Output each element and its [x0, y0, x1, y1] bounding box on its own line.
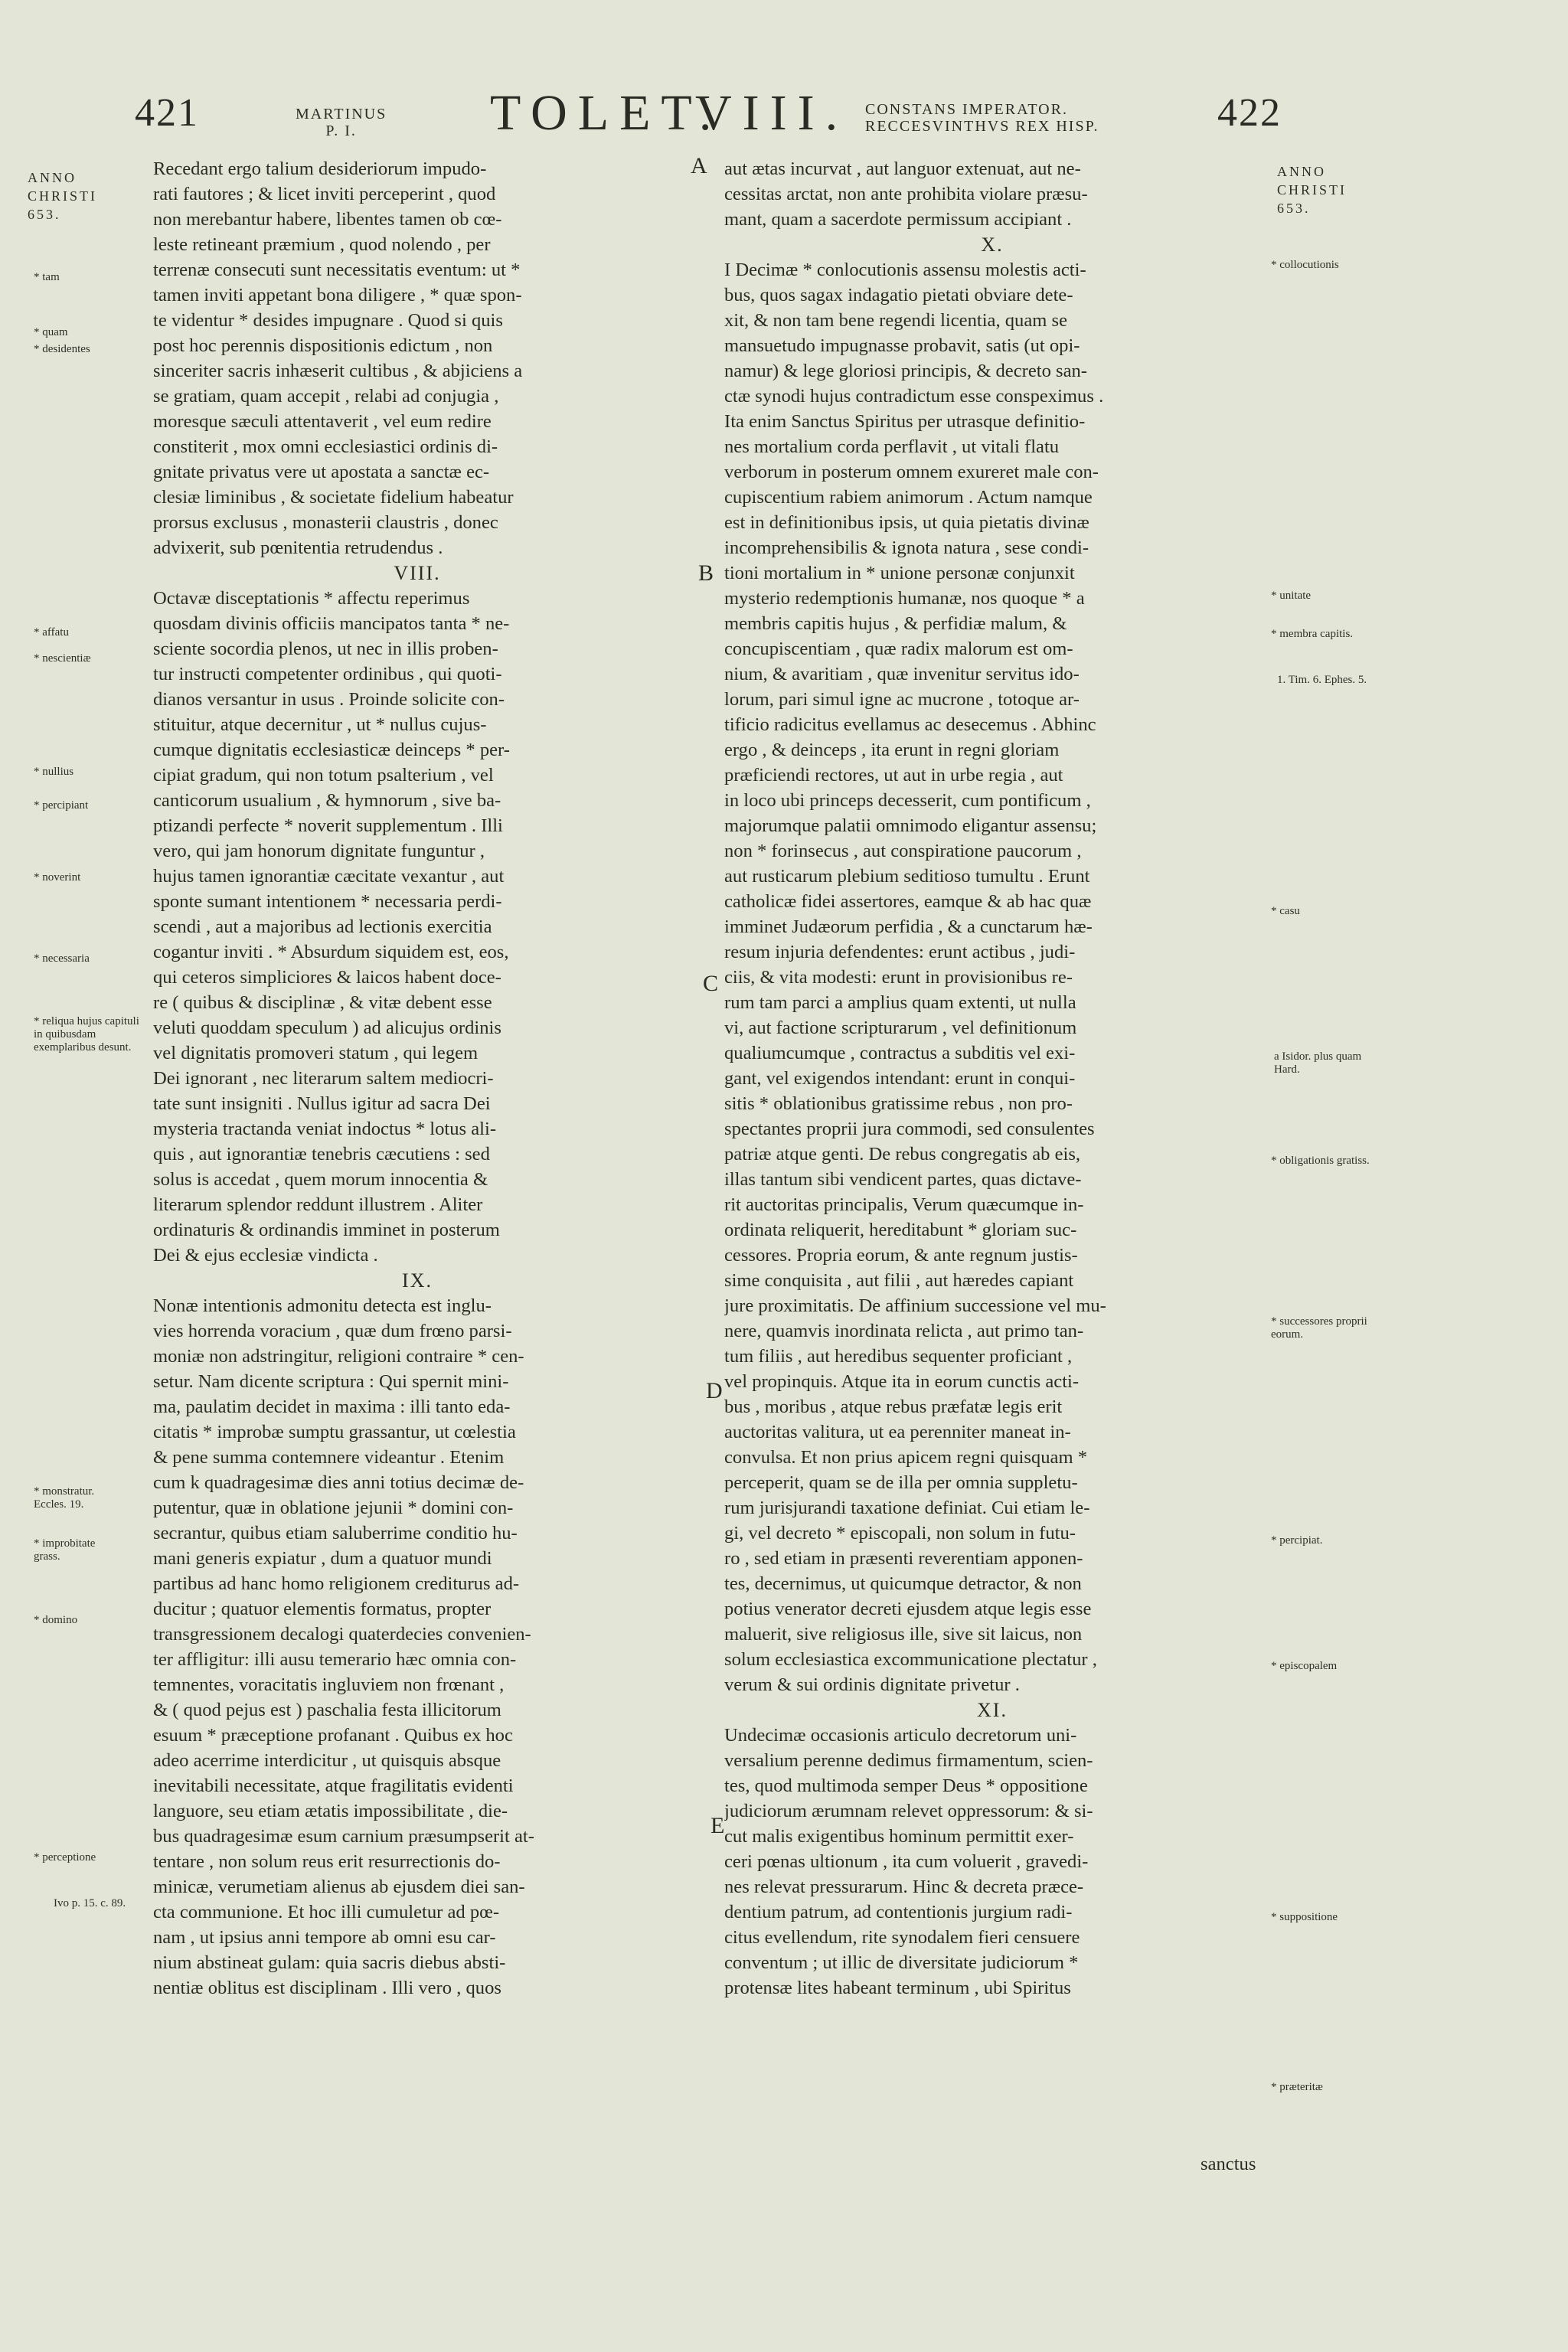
text-line: transgressionem decalogi quaterdecies convenien- [153, 1624, 531, 1645]
text-line: ctæ synodi hujus contradictum esse conspeximus . [724, 386, 1104, 407]
left-running-head-bottom: P. I. [325, 122, 357, 139]
margin-note: * reliqua hujus capituli in quibusdam exemplaribus desunt. [34, 1015, 139, 1054]
year-note-left-line: ANNO [28, 170, 77, 185]
text-line: tes, quod multimoda semper Deus * oppositione [724, 1775, 1088, 1796]
text-line: verborum in posterum omnem exureret male con- [724, 462, 1099, 482]
text-line: mysterio redemptionis humanæ, nos quoque * a [724, 588, 1085, 609]
margin-note: * noverint [34, 871, 81, 884]
text-line: esuum * præceptione profanant . Quibus ex hoc [153, 1725, 513, 1746]
text-line: cut malis exigentibus hominum permittit exer- [724, 1826, 1074, 1847]
text-line: tes, decernimus, ut quicumque detractor, & non [724, 1573, 1082, 1594]
text-line: moniæ non adstringitur, religioni contraire * cen- [153, 1346, 524, 1367]
text-line: Dei & ejus ecclesiæ vindicta . [153, 1245, 378, 1266]
text-line: cumque dignitatis ecclesiasticæ deinceps * per- [153, 740, 510, 760]
text-line: citus evellendum, rite synodalem fieri censuere [724, 1927, 1080, 1948]
margin-note: * necessaria [34, 952, 90, 965]
text-line: ciis, & vita modesti: erunt in provisionibus re- [724, 967, 1073, 988]
text-line: resum injuria defendentes: erunt actibus , judi- [724, 942, 1076, 962]
margin-note: 1. Tim. 6. Ephes. 5. [1277, 674, 1367, 686]
margin-note: * tam [34, 271, 60, 283]
text-line: imminet Judæorum perfidia , & a cunctarum hæ- [724, 916, 1093, 937]
text-line: perceperit, quam se de illa per omnia suppletu- [724, 1472, 1078, 1493]
text-line: dianos versantur in usus . Proinde solicite con- [153, 689, 505, 710]
text-line: ordinata reliquerit, hereditabunt * gloriam suc- [724, 1220, 1077, 1240]
text-line: nentiæ oblitus est disciplinam . Illi vero , quos [153, 1978, 501, 1998]
left-running-head-top: MARTINUS [296, 106, 387, 122]
margin-note: * monstratur. Eccles. 19. [34, 1485, 95, 1511]
right-running-head [865, 101, 1099, 135]
text-line: terrenæ consecuti sunt necessitatis eventum: ut * [153, 260, 521, 280]
margin-note: * membra capitis. [1271, 628, 1354, 640]
margin-note: a Isidor. plus quam Hard. [1274, 1050, 1362, 1076]
text-line: quosdam divinis officiis mancipatos tanta * ne- [153, 613, 510, 634]
text-line: qui ceteros simpliciores & laicos habent doce- [153, 967, 501, 988]
text-line: moresque sæculi attentaverit , vel eum redire [153, 411, 492, 432]
text-line: bus quadragesimæ esum carnium præsumpserit at- [153, 1826, 534, 1847]
text-line: vero, qui jam honorum dignitate funguntur , [153, 841, 485, 861]
text-line: verum & sui ordinis dignitate privetur . [724, 1674, 1020, 1695]
margin-note: * affatu [34, 626, 69, 639]
text-line: cessitas arctat, non ante prohibita violare præsu- [724, 184, 1088, 204]
text-line: sinceriter sacris inhæserit cultibus , & abjiciens a [153, 361, 523, 381]
text-line: rit auctoritas principalis, Verum quæcumque in- [724, 1194, 1084, 1215]
section-heading: IX. [402, 1269, 433, 1292]
margin-note: * nescientiæ [34, 652, 91, 665]
text-line: Ita enim Sanctus Spiritus per utrasque definitio- [724, 411, 1086, 432]
text-line: cupiscentium rabiem animorum . Actum namque [724, 487, 1093, 508]
text-line: te videntur * desides impugnare . Quod si quis [153, 310, 503, 331]
text-line: citatis * improbæ sumptu grassantur, ut cœlestia [153, 1422, 516, 1442]
left-text-column [153, 156, 681, 2001]
text-line: præficiendi rectores, ut aut in urbe regia , aut [724, 765, 1063, 786]
text-line: ergo , & deinceps , ita erunt in regni gloriam [724, 740, 1060, 760]
section-heading: XI. [977, 1699, 1008, 1721]
text-line: non * forinsecus , aut conspiratione paucorum , [724, 841, 1082, 861]
left-page-number: 421 [135, 91, 199, 135]
text-line: vel dignitatis promoveri statum , qui legem [153, 1043, 479, 1063]
text-line: setur. Nam dicente scriptura : Qui spernit mini- [153, 1371, 509, 1392]
margin-note: * episcopalem [1271, 1660, 1338, 1672]
text-line: mani generis expiatur , dum a quatuor mundi [153, 1548, 492, 1569]
year-note-right [1277, 162, 1347, 217]
center-title: TOLET. [490, 85, 723, 141]
text-line: cogantur inviti . * Absurdum siquidem est, eos, [153, 942, 509, 962]
text-line: I Decimæ * conlocutionis assensu molestis acti- [724, 260, 1086, 280]
section-letter-d: D [706, 1378, 723, 1403]
text-line: advixerit, sub pœnitentia retrudendus . [153, 537, 443, 558]
section-heading: X. [981, 234, 1004, 256]
text-line: xit, & non tam bene regendi licentia, quam se [724, 310, 1068, 331]
text-line: patriæ atque genti. De rebus congregatis ab eis, [724, 1144, 1081, 1165]
text-line: leste retineant præmium , quod nolendo , per [153, 234, 491, 255]
text-line: nium, & avaritiam , quæ invenitur servitus ido- [724, 664, 1080, 684]
text-line: partibus ad hanc homo religionem crediturus ad- [153, 1573, 520, 1594]
text-line: hujus tamen ignorantiæ cæcitate vexantur , aut [153, 866, 505, 887]
left-running-head [296, 106, 387, 139]
text-line: ceri pœnas ultionum , ita cum voluerit , gravedi- [724, 1851, 1089, 1872]
catchword: sanctus [1200, 2154, 1256, 2174]
text-line: mysteria tractanda veniat indoctus * lotus ali- [153, 1119, 497, 1139]
text-line: non merebantur habere, libentes tamen ob cœ- [153, 209, 502, 230]
text-line: se gratiam, quam accepit , relabi ad conjugia , [153, 386, 499, 407]
text-line: rati fautores ; & licet inviti perceperint , quod [153, 184, 496, 204]
margin-note: * desidentes [34, 343, 90, 355]
text-line: Recedant ergo talium desideriorum impudo- [153, 158, 487, 179]
text-line: tentare , non solum reus erit resurrectionis do- [153, 1851, 501, 1872]
text-line: re ( quibus & disciplinæ , & vitæ debent esse [153, 992, 492, 1013]
section-letter-e: E [710, 1813, 725, 1838]
text-line: illas tantum sibi vendicent partes, quas dictave- [724, 1169, 1082, 1190]
right-running-head-top: CONSTANS IMPERATOR. [865, 101, 1068, 118]
margin-note: * unitate [1271, 590, 1312, 602]
text-line: gnitate privatus vere ut apostata a sanctæ ec- [153, 462, 490, 482]
text-line: tate sunt insigniti . Nullus igitur ad sacra Dei [153, 1093, 491, 1114]
text-line: majorumque palatii omnimodo eligantur assensu; [724, 815, 1097, 836]
text-line: auctoritas valitura, ut ea perenniter maneat in- [724, 1422, 1071, 1442]
margin-note: * perceptione [34, 1851, 96, 1864]
text-line: potius venerator decreti ejusdem atque legis esse [724, 1599, 1092, 1619]
year-note-left-line: 653. [28, 207, 61, 222]
text-line: constiterit , mox omni ecclesiastici ordinis di- [153, 436, 498, 457]
year-note-left [28, 168, 97, 224]
margin-note: * improbitate grass. [34, 1537, 96, 1563]
year-note-right-line: ANNO [1277, 164, 1326, 179]
margin-note: * quam [34, 326, 68, 338]
text-line: aut rusticarum plebium seditioso tumultu . Erunt [724, 866, 1090, 887]
text-line: aut ætas incurvat , aut languor extenuat, aut ne- [724, 158, 1081, 179]
text-line: ducitur ; quatuor elementis formatus, propter [153, 1599, 492, 1619]
text-line: cta communione. Et hoc illi cumuletur ad pœ- [153, 1902, 500, 1922]
text-line: bus, quos sagax indagatio pietati obviare dete- [724, 285, 1073, 305]
text-line: cipiat gradum, qui non totum psalterium , vel [153, 765, 494, 786]
text-line: & ( quod pejus est ) paschalia festa illicitorum [153, 1700, 501, 1720]
text-line: nam , ut ipsius anni tempore ab omni esu car- [153, 1927, 496, 1948]
text-line: namur) & lege gloriosi principis, & decreto san- [724, 361, 1087, 381]
text-line: sponte sumant intentionem * necessaria perdi- [153, 891, 502, 912]
margin-note: * suppositione [1271, 1911, 1338, 1923]
text-line: tificio radicitus evellamus ac desecemus . Abhinc [724, 714, 1096, 735]
text-line: literarum splendor reddunt illustrem . Aliter [153, 1194, 483, 1215]
margin-note: * casu [1271, 905, 1300, 917]
text-line: gant, vel exigendos intendant: erunt in conqui- [724, 1068, 1076, 1089]
text-line: minicæ, verumetiam alienus ab ejusdem diei san- [153, 1877, 525, 1897]
text-line: est in definitionibus ipsis, ut quia pietatis divinæ [724, 512, 1089, 533]
margin-note: * collocutionis [1271, 259, 1339, 271]
section-letter-b: B [698, 560, 714, 586]
text-line: conventum ; ut illic de diversitate judiciorum * [724, 1952, 1079, 1973]
right-page-number: 422 [1217, 91, 1282, 135]
text-line: canticorum usualium , & hymnorum , sive ba- [153, 790, 501, 811]
year-note-left-line: CHRISTI [28, 188, 98, 204]
text-line: Undecimæ occasionis articulo decretorum uni- [724, 1725, 1077, 1746]
text-line: tum filiis , aut heredibus sequenter proficiant , [724, 1346, 1073, 1367]
section-letter-a: A [691, 153, 707, 178]
text-line: temnentes, voracitatis ingluviem non frœnant , [153, 1674, 505, 1695]
text-line: concupiscentiam , quæ radix malorum est om- [724, 639, 1073, 659]
margin-note: * præteritæ [1271, 2081, 1323, 2093]
text-line: vi, aut factione scripturarum , vel definitionum [724, 1018, 1077, 1038]
text-line: ma, paulatim decidet in maxima : illi tanto eda- [153, 1396, 511, 1417]
text-line: putentur, quæ in oblatione jejunii * domini con- [153, 1498, 514, 1518]
text-line: tur instructi competenter ordinibus , qui quoti- [153, 664, 502, 684]
text-line: dentium patrum, ad contentionis jurgium radi- [724, 1902, 1073, 1922]
text-line: qualiumcumque , contractus a subditis vel exi- [724, 1043, 1076, 1063]
text-line: sime conquisita , aut filii , aut hæredes capiant [724, 1270, 1074, 1291]
text-line: vel propinquis. Atque ita in eorum cunctis acti- [724, 1371, 1080, 1392]
text-line: cum k quadragesimæ dies anni totius decimæ de- [153, 1472, 524, 1493]
text-line: maluerit, sive religiosus ille, sive sit laicus, non [724, 1624, 1083, 1645]
margin-note: * percipiant [34, 799, 89, 812]
right-running-head-bottom: RECCESVINTHVS REX HISP. [865, 118, 1099, 135]
margin-note: * successores proprii eorum. [1271, 1315, 1367, 1341]
text-line: tioni mortalium in * unione personæ conjunxit [724, 563, 1075, 583]
text-line: judiciorum ærumnam relevet oppressorum: & si- [724, 1801, 1093, 1821]
text-line: nium abstineat gulam: quia sacris diebus absti- [153, 1952, 506, 1973]
text-line: mansuetudo impugnasse probavit, satis (ut opi- [724, 335, 1080, 356]
text-line: & pene summa contemnere videantur . Etenim [153, 1447, 505, 1468]
text-line: ro , sed etiam in præsenti reverentiam apponen- [724, 1548, 1083, 1569]
margin-note: * nullius [34, 766, 74, 778]
text-line: solum ecclesiastica excommunicatione plectatur , [724, 1649, 1097, 1670]
text-line: convulsa. Et non prius apicem regni quisquam * [724, 1447, 1088, 1468]
text-line: versalium perenne dedimus firmamentum, scien- [724, 1750, 1093, 1771]
text-line: quis , aut ignorantiæ tenebris cæcutiens : sed [153, 1144, 490, 1165]
text-line: ptizandi perfecte * noverit supplementum . Illi [153, 815, 503, 836]
text-line: post hoc perennis dispositionis edictum , non [153, 335, 493, 356]
text-line: nes mortalium corda perflavit , ut vitali flatu [724, 436, 1060, 457]
text-line: secrantur, quibus etiam saluberrime conditio hu- [153, 1523, 518, 1544]
margin-note: * domino [34, 1614, 78, 1626]
text-line: Dei ignorant , nec literarum saltem mediocri- [153, 1068, 494, 1089]
text-line: scendi , aut a majoribus ad lectionis exercitia [153, 916, 492, 937]
text-line: nere, quamvis inordinata relicta , aut primo tan- [724, 1321, 1084, 1341]
year-note-right-line: 653. [1277, 201, 1311, 216]
text-line: gi, vel decreto * episcopali, non solum in futu- [724, 1523, 1076, 1544]
text-line: lorum, pari simul igne ac mucrone , totoque ar- [724, 689, 1080, 710]
text-line: sciente socordia plenos, ut nec in illis proben- [153, 639, 498, 659]
text-line: inevitabili necessitate, atque fragilitatis evidenti [153, 1775, 514, 1796]
text-line: protensæ lites habeant terminum , ubi Spiritus [724, 1978, 1071, 1998]
text-line: solus is accedat , quem morum innocentia & [153, 1169, 488, 1190]
right-text-column [724, 156, 1260, 2001]
text-line: tamen inviti appetant bona diligere , * quæ spon- [153, 285, 522, 305]
text-line: rum jurisjurandi taxatione definiat. Cui etiam le- [724, 1498, 1090, 1518]
text-line: mant, quam a sacerdote permissum accipiant . [724, 209, 1072, 230]
text-line: vies horrenda voracium , quæ dum frœno parsi- [153, 1321, 512, 1341]
text-line: languore, seu etiam ætatis impossibilitate , die- [153, 1801, 508, 1821]
text-line: sitis * oblationibus gratissime rebus , non pro- [724, 1093, 1073, 1114]
text-line: in loco ubi princeps decesserit, cum pontificum , [724, 790, 1091, 811]
text-line: clesiæ liminibus , & societate fidelium habeatur [153, 487, 514, 508]
text-line: jure proximitatis. De affinium successione vel mu- [724, 1295, 1106, 1316]
text-line: nes relevat pressurarum. Hinc & decreta præce- [724, 1877, 1084, 1897]
text-line: prorsus exclusus , monasterii claustris , donec [153, 512, 498, 533]
text-line: cessores. Propria eorum, & ante regnum justis- [724, 1245, 1078, 1266]
text-line: bus , moribus , atque rebus præfatæ legis erit [724, 1396, 1063, 1417]
text-line: Octavæ disceptationis * affectu reperimus [153, 588, 470, 609]
text-line: stituitur, atque decernitur , ut * nullus cujus- [153, 714, 487, 735]
text-line: incomprehensibilis & ignota natura , sese condi- [724, 537, 1089, 558]
margin-note: * percipiat. [1271, 1534, 1323, 1547]
text-line: spectantes proprii jura commodi, sed consulentes [724, 1119, 1095, 1139]
text-line: ter affligitur: illi ausu temerario hæc omnia con- [153, 1649, 517, 1670]
text-line: Nonæ intentionis admonitu detecta est inglu- [153, 1295, 492, 1316]
text-line: rum tam parci a amplius quam extenti, ut nulla [724, 992, 1076, 1013]
text-line: membris capitis hujus , & perfidiæ malum, & [724, 613, 1067, 634]
section-letter-c: C [703, 971, 719, 996]
center-numeral: VIII. [695, 85, 849, 141]
margin-note: * obligationis gratiss. [1271, 1155, 1370, 1167]
year-note-right-line: CHRISTI [1277, 182, 1348, 198]
section-heading: VIII. [394, 562, 441, 584]
text-line: adeo acerrime interdicitur , ut quisquis absque [153, 1750, 501, 1771]
text-line: veluti quoddam speculum ) ad alicujus ordinis [153, 1018, 501, 1038]
text-line: ordinaturis & ordinandis imminet in posterum [153, 1220, 500, 1240]
text-line: catholicæ fidei assertores, eamque & ab hac quæ [724, 891, 1092, 912]
margin-note: Ivo p. 15. c. 89. [54, 1897, 126, 1909]
